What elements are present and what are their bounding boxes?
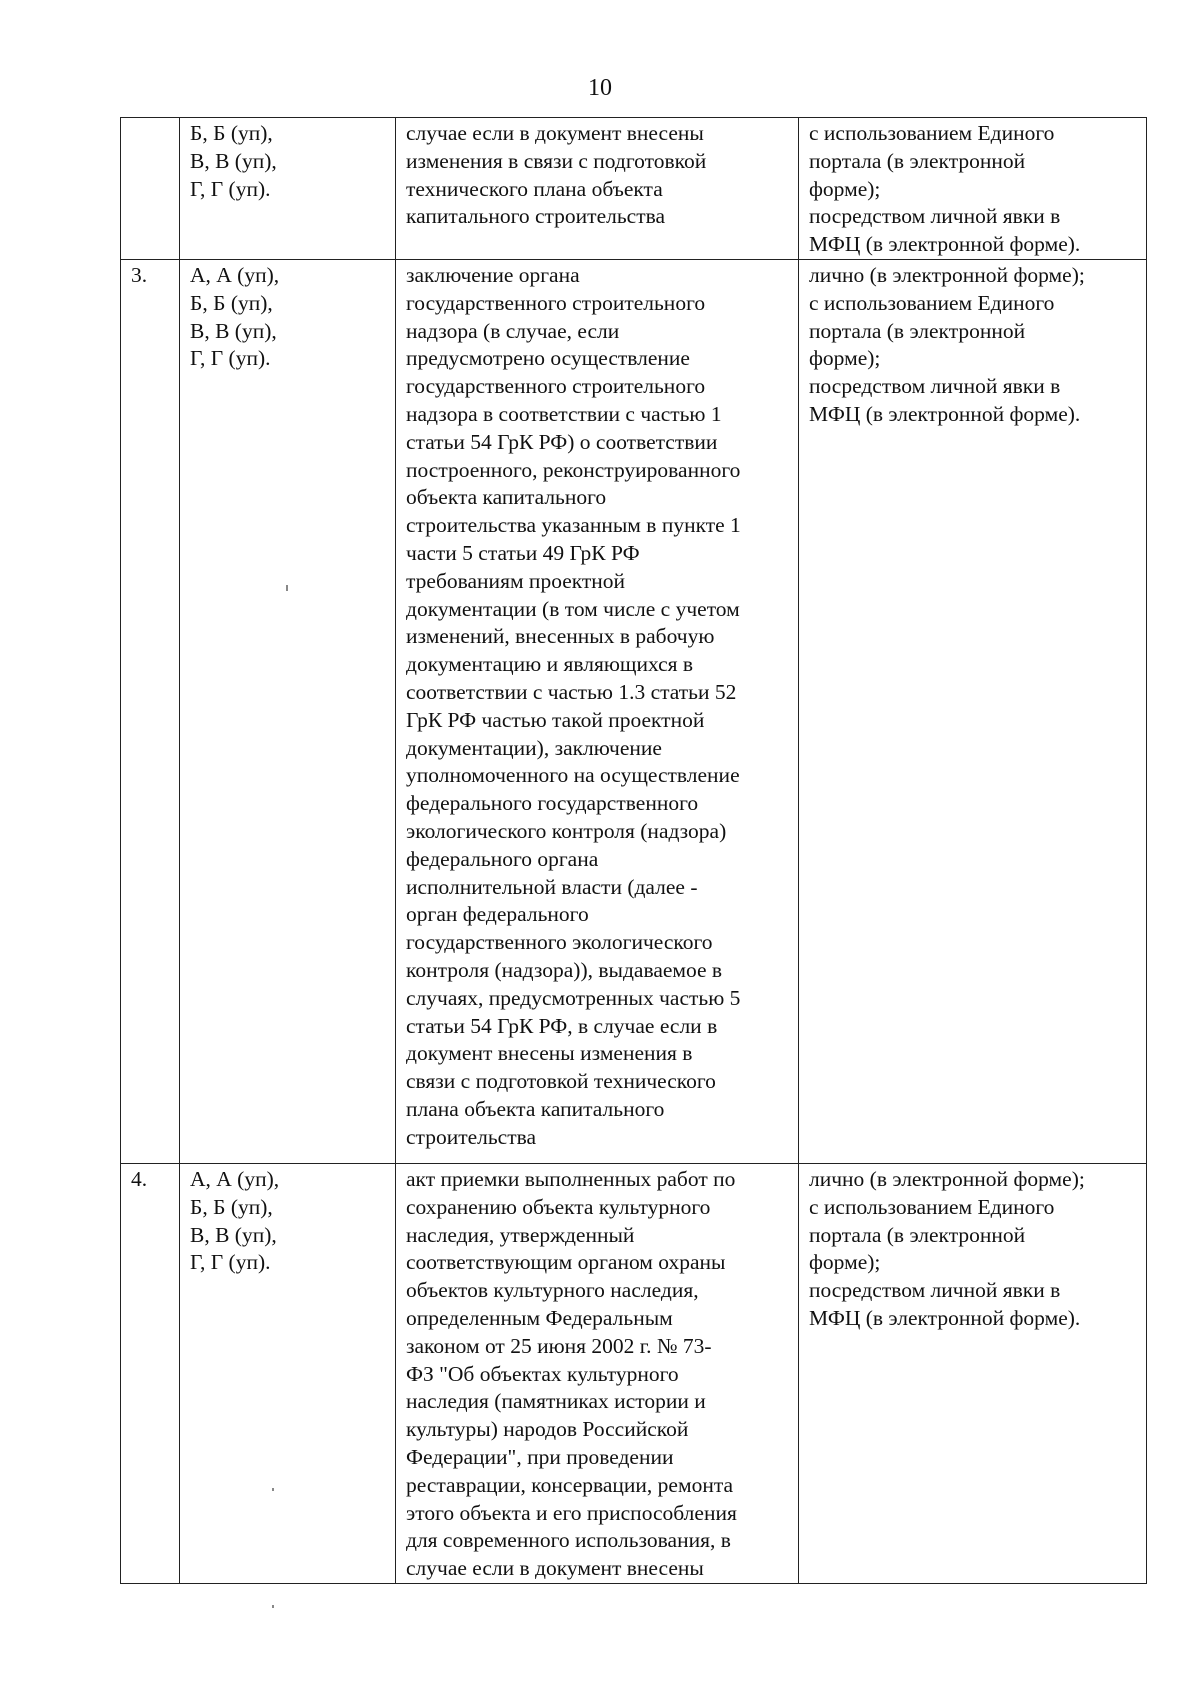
cell-line: части 5 статьи 49 ГрК РФ [406, 540, 640, 565]
cell-line: с использованием Единого [809, 1194, 1055, 1219]
cell-line: объекта капитального [406, 485, 607, 510]
cell-line: статьи 54 ГрК РФ, в случае если в [406, 1013, 718, 1038]
cell-line: реставрации, консервации, ремонта [406, 1472, 734, 1497]
cell-line: с использованием Единого [809, 290, 1055, 315]
cell-line: культуры) народов Российской [406, 1417, 689, 1442]
scan-speck [286, 585, 288, 591]
cell-line: Г, Г (уп). [190, 1250, 271, 1275]
cell-line: Б, Б (уп), [190, 121, 273, 145]
submission-method-cell [799, 259, 1147, 1163]
cell-line: портала (в электронной [809, 318, 1026, 343]
cell-line: Г, Г (уп). [190, 346, 271, 371]
cell-line: случае если в документ внесены [406, 1556, 704, 1581]
cell-line: наследия (памятниках истории и [406, 1389, 706, 1414]
cell-line: федерального государственного [406, 791, 699, 816]
cell-line: В, В (уп), [190, 1222, 277, 1247]
cell-line: построенного, реконструированного [406, 457, 741, 482]
scan-speck [272, 1488, 274, 1491]
row-number-cell [121, 118, 180, 260]
cell-line: посредством личной явки в [809, 374, 1061, 399]
cell-line: документацию и являющихся в [406, 652, 694, 677]
cell-line: А, А (уп), [190, 1166, 280, 1191]
cell-line: В, В (уп), [190, 148, 277, 173]
cell-line: изменений, внесенных в рабочую [406, 624, 715, 649]
table-row [121, 118, 1147, 260]
cell-line: этого объекта и его приспособления [406, 1500, 737, 1525]
cell-line: для современного использования, в [406, 1528, 731, 1553]
services-table [120, 117, 1147, 1584]
row-number-cell [121, 259, 180, 1163]
cell-line: акт приемки выполненных работ по [406, 1166, 736, 1191]
cell-line: лично (в электронной форме); [809, 1166, 1085, 1191]
row-number: 4. [131, 1166, 148, 1191]
submission-method-cell [799, 118, 1147, 260]
cell-line: экологического контроля (надзора) [406, 818, 727, 843]
cell-line: предусмотрено осуществление [406, 346, 690, 371]
cell-line: наследия, утвержденный [406, 1222, 635, 1247]
cell-line: документации (в том числе с учетом [406, 596, 740, 621]
cell-line: Федерации", при проведении [406, 1444, 674, 1469]
cell-line: ФЗ "Об объектах культурного [406, 1361, 679, 1386]
cell-line: государственного экологического [406, 930, 713, 955]
document-cell [396, 118, 799, 260]
cell-line: плана объекта капитального [406, 1096, 665, 1121]
cell-line: с использованием Единого [809, 121, 1055, 145]
table-row [121, 259, 1147, 1163]
page-number: 10 [588, 75, 612, 101]
cell-line: определенным Федеральным [406, 1305, 673, 1330]
applicant-category-cell [180, 118, 396, 260]
cell-line: исполнительной власти (далее - [406, 874, 698, 899]
cell-line: контроля (надзора)), выдаваемое в [406, 957, 723, 982]
cell-line: технического плана объекта [406, 176, 663, 201]
cell-line: требованиям проектной [406, 568, 626, 593]
cell-line: надзора в соответствии с частью 1 [406, 401, 722, 426]
document-cell [396, 1163, 799, 1583]
row-number: 3. [131, 262, 148, 287]
cell-line: В, В (уп), [190, 318, 277, 343]
cell-line: орган федерального [406, 902, 589, 927]
document-cell [396, 259, 799, 1163]
cell-line: форме); [809, 1250, 881, 1275]
cell-line: государственного строительного [406, 290, 706, 315]
cell-line: МФЦ (в электронной форме). [809, 1305, 1081, 1330]
applicant-category-cell [180, 1163, 396, 1583]
applicant-category-cell [180, 259, 396, 1163]
row-number-cell [121, 1163, 180, 1583]
cell-line: соответствии с частью 1.3 статьи 52 [406, 679, 737, 704]
cell-line: МФЦ (в электронной форме). [809, 232, 1081, 257]
cell-line: связи с подготовкой технического [406, 1069, 716, 1094]
cell-line: федерального органа [406, 846, 599, 871]
cell-line: случаях, предусмотренных частью 5 [406, 985, 741, 1010]
cell-line: уполномоченного на осуществление [406, 763, 740, 788]
cell-line: посредством личной явки в [809, 1278, 1061, 1303]
cell-line: случае если в документ внесены [406, 121, 704, 145]
cell-line: портала (в электронной [809, 1222, 1026, 1247]
table-body [121, 118, 1147, 1584]
cell-line: форме); [809, 346, 881, 371]
cell-line: посредством личной явки в [809, 204, 1061, 229]
cell-line: строительства [406, 1124, 537, 1149]
cell-line: сохранению объекта культурного [406, 1194, 711, 1219]
cell-line: заключение органа [406, 262, 580, 287]
cell-line: капитального строительства [406, 204, 666, 229]
cell-line: законом от 25 июня 2002 г. № 73- [406, 1333, 712, 1358]
cell-line: ГрК РФ частью такой проектной [406, 707, 705, 732]
submission-method-cell [799, 1163, 1147, 1583]
cell-line: МФЦ (в электронной форме). [809, 401, 1081, 426]
cell-line: изменения в связи с подготовкой [406, 148, 707, 173]
cell-line: статьи 54 ГрК РФ) о соответствии [406, 429, 718, 454]
cell-line: Б, Б (уп), [190, 1194, 273, 1219]
cell-line: документ внесены изменения в [406, 1041, 693, 1066]
cell-line: надзора (в случае, если [406, 318, 620, 343]
cell-line: портала (в электронной [809, 148, 1026, 173]
scan-speck [272, 1605, 274, 1608]
table-row [121, 1163, 1147, 1583]
cell-line: лично (в электронной форме); [809, 262, 1085, 287]
cell-line: государственного строительного [406, 374, 706, 399]
cell-line: соответствующим органом охраны [406, 1250, 726, 1275]
cell-line: Б, Б (уп), [190, 290, 273, 315]
cell-line: форме); [809, 176, 881, 201]
cell-line: строительства указанным в пункте 1 [406, 513, 741, 538]
cell-line: объектов культурного наследия, [406, 1278, 699, 1303]
cell-line: документации), заключение [406, 735, 662, 760]
cell-line: А, А (уп), [190, 262, 280, 287]
cell-line: Г, Г (уп). [190, 176, 271, 201]
